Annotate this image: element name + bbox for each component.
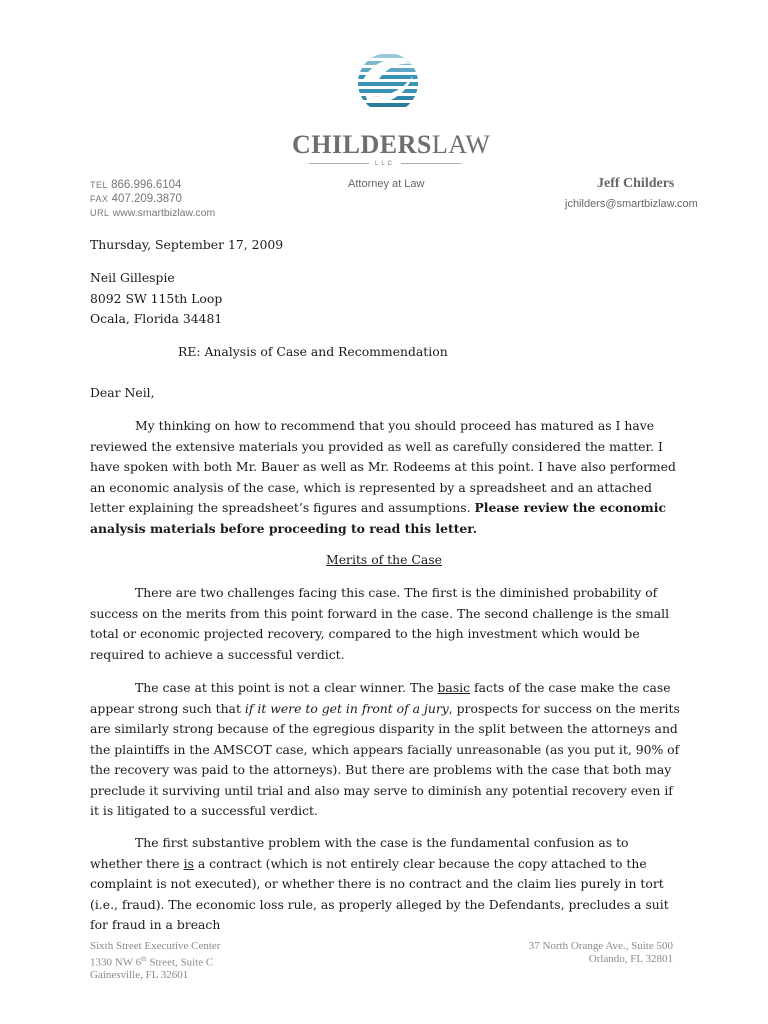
paragraph-3-italic: if it were to get in front of a jury: [244, 700, 449, 716]
paragraph-1: [90, 416, 680, 539]
paragraph-1-text: My thinking on how to recommend that you should proceed has matured as I have reviewed the extensive materials you provided as well as carefully considered the matter. I have spoken with both Mr. Bauer as well as Mr. Rodeems at this point. I have also performed an economic analysis of the case, which is represented by a spreadsheet and an attached letter explaining the spreadsheet’s figures and assumptions.: [90, 418, 676, 515]
footer-left-line3: Gainesville, FL 32601: [90, 968, 189, 981]
footer-left-line2: 1330 NW 6th Street, Suite C: [90, 954, 214, 969]
attorney-name: Jeff Childers: [597, 176, 675, 191]
paragraph-3-underlined: basic: [437, 680, 471, 695]
paragraph-3-text-c: , prospects for success on the merits are similarly strong because of the egregious disparity in the split between the attorneys and the plaintiffs in the AMSCOT case, which appears facially unreasonable (as you put it, 90% of the recovery was paid to the attorneys). But there are problems with the case that both may preclude it surviving until trial and also may serve to diminish any potential recovery even if it is litigated to a successful verdict.: [90, 700, 680, 818]
url-label: URL: [90, 208, 110, 218]
paragraph-4: [90, 833, 680, 936]
paragraph-1-bold: Please review the economic analysis materials before proceeding to read this letter.: [90, 500, 667, 536]
tel-value: 866.996.6104: [111, 179, 182, 191]
fax-value: 407.209.3870: [111, 193, 182, 205]
paragraph-2: There are two challenges facing this case. The first is the diminished probability of success on the merits from this point forward in the case. The second challenge is the small total or economic projected recovery, compared to the high investment which would be required to achieve a successful verdict.: [90, 585, 670, 662]
recipient-address: [90, 268, 222, 330]
salutation: Dear Neil,: [90, 385, 155, 400]
attorney-role: Attorney at Law: [348, 178, 425, 190]
paragraph-4-text-a: The first substantive problem with the case is the fundamental confusion as to whether there: [90, 835, 629, 871]
paragraph-3-text-b: facts of the case make the case appear strong such that: [90, 680, 671, 716]
letterhead-logo: [280, 50, 490, 180]
subject-line: RE: Analysis of Case and Recommendation: [178, 344, 448, 359]
paragraph-3: [90, 678, 680, 822]
footer-right-line2: Orlando, FL 32801: [588, 952, 673, 965]
paragraph-4-underlined: is: [183, 855, 194, 871]
firm-name: CHILDERSLAW: [292, 130, 491, 159]
recipient-name: Neil Gillespie: [90, 270, 175, 285]
recipient-address-line2: Ocala, Florida 34481: [90, 311, 223, 326]
footer-left-line1: Sixth Street Executive Center: [90, 940, 221, 952]
firm-suffix: LLC: [280, 161, 490, 167]
globe-logo-icon: [355, 50, 421, 116]
footer-right-address: [529, 940, 673, 965]
url-value: www.smartbizlaw.com: [112, 207, 216, 219]
recipient-address-line1: 8092 SW 115th Loop: [90, 290, 223, 306]
section-heading: [0, 550, 768, 571]
footer-left-address: [90, 940, 220, 981]
contact-block: [90, 178, 215, 220]
paragraph-3-text-a: The case at this point is not a clear winner. The: [135, 680, 438, 695]
footer-right-line1: 37 North Orange Ave., Suite 500: [528, 940, 673, 952]
fax-label: FAX: [90, 194, 109, 204]
attorney-email: jchilders@smartbizlaw.com: [565, 198, 698, 210]
section-heading-text: Merits of the Case: [326, 552, 442, 567]
tel-label: TEL: [90, 180, 109, 190]
paragraph-4-text-b: a contract (which is not entirely clear because the copy attached to the complaint is not executed), or whether there is no contract and the claim lies purely in tort (i.e., fraud). The economic loss rule, as properly alleged by the Defendants, precludes a suit for fraud in a breach: [90, 855, 669, 932]
letter-date: Thursday, September 17, 2009: [90, 237, 284, 252]
